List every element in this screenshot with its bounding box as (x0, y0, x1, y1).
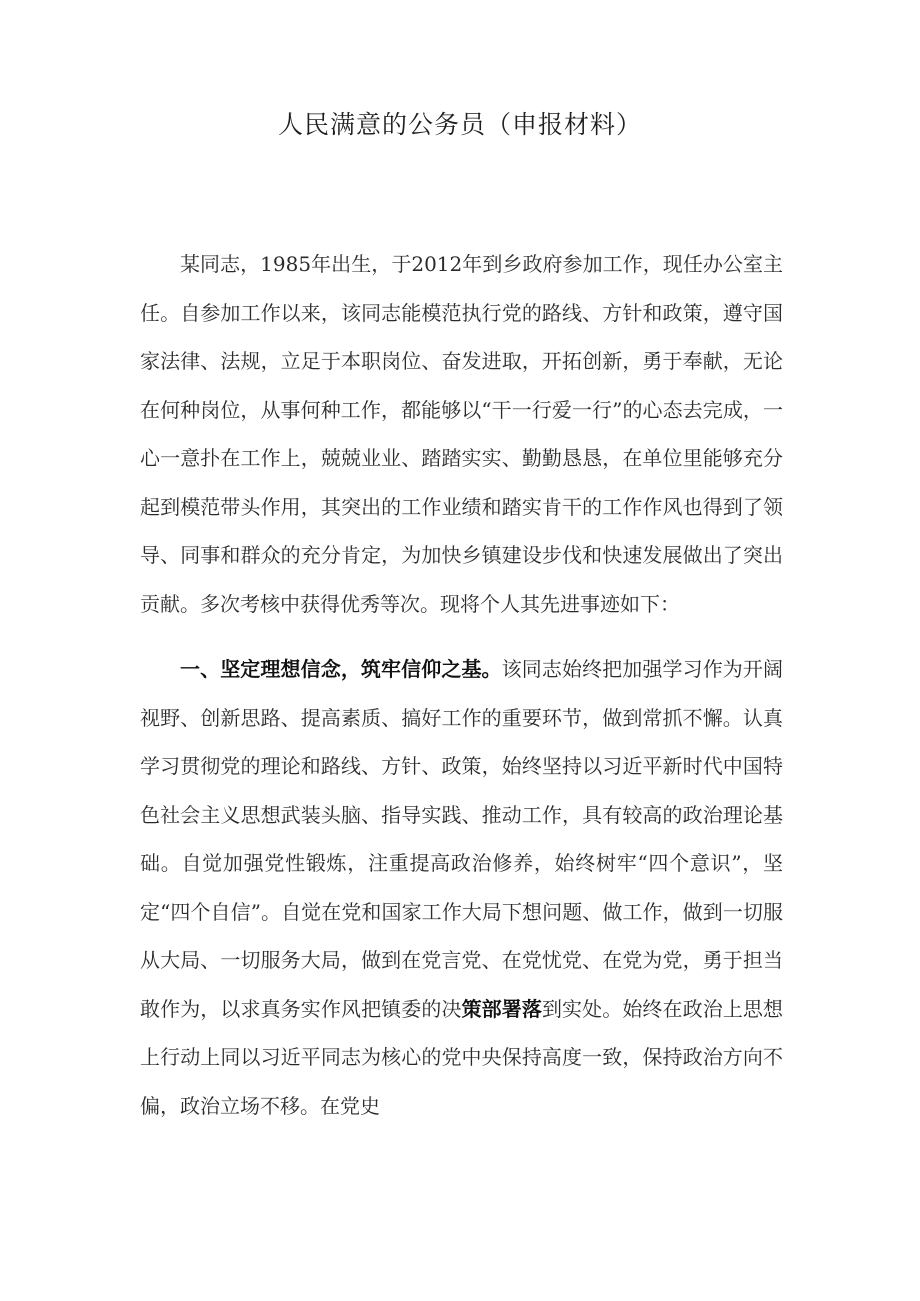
document-title: 人民满意的公务员（申报材料） (277, 110, 642, 139)
section-1-text-b: 到实处。始终在政治上思想上行动上同以习近平同志为核心的党中央保持高度一致，保持政治方向不偏，政治立场不移。在党史 (140, 996, 784, 1118)
section-1-text-emphasis: 策部署落 (461, 996, 542, 1021)
intro-paragraph: 某同志，1985年出生，于2012年到乡政府参加工作，现任办公室主任。自参加工作以来，该同志能模范执行党的路线、方针和政策，遵守国家法律、法规，立足于本职岗位、奋发进取，开拓创新，勇于奉献，无论在何种岗位，从事何种工作，都能够以“干一行爱一行”的心态去完成，一心一意扑在工作上，兢兢业业、踏踏实实、勤勤恳恳，在单位里能够充分起到模范带头作用，其突出的工作业绩和踏实肯干的工作作风也得到了领导、同事和群众的充分肯定，为加快乡镇建设步伐和快速发展做出了突出贡献。多次考核中获得优秀等次。现将个人其先进事迹如下： (140, 252, 783, 616)
section-1-paragraph (140, 645, 783, 1130)
section-1-text-a: 该同志始终把加强学习作为开阔视野、创新思路、提高素质、搞好工作的重要环节，做到常抓不懈。认真学习贯彻党的理论和路线、方针、政策，始终坚持以习近平新时代中国特色社会主义思想武装头脑、指导实践、推动工作，具有较高的政治理论基础。自觉加强党性锻炼，注重提高政治修养，始终树牢“四个意识”，坚定“四个自信”。自觉在党和国家工作大局下想问题、做工作，做到一切服从大局、一切服务大局，做到在党言党、在党忧党、在党为党，勇于担当敢作为，以求真务实作风把镇委的决 (140, 657, 784, 1021)
section-1-heading: 一、坚定理想信念，筑牢信仰之基。 (180, 657, 502, 681)
